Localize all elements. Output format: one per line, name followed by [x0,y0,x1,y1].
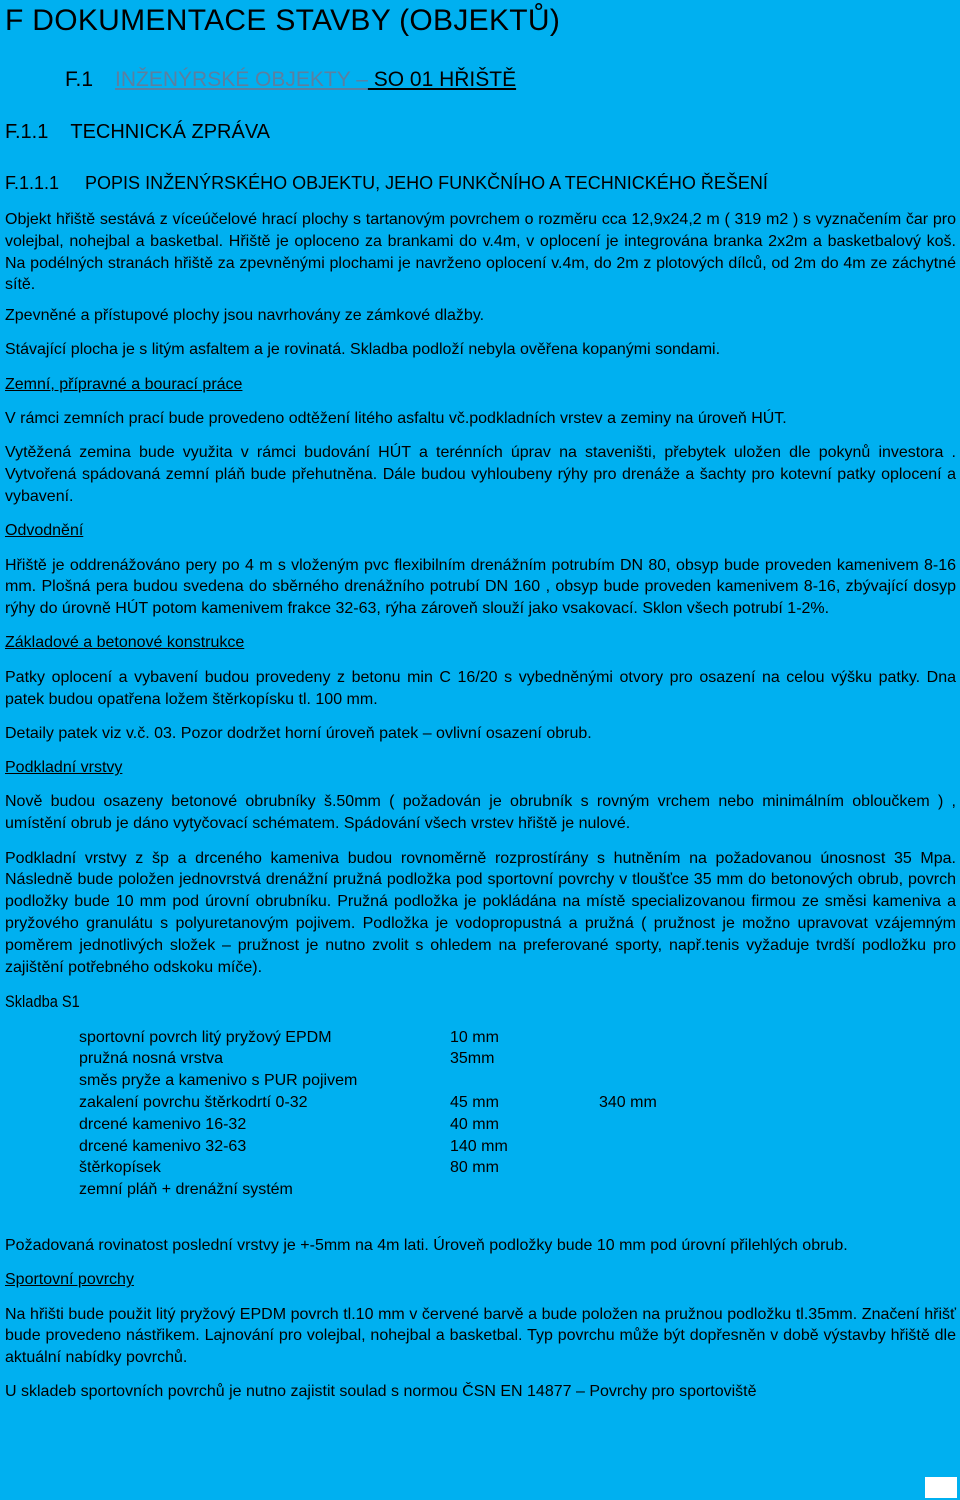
thickness-cell [450,1179,599,1201]
layer-cell: zakalení povrchu štěrkodrtí 0-32 [79,1094,308,1111]
section-number: F.1 [65,68,94,91]
total-cell [599,1136,657,1158]
composition-table [79,1027,657,1201]
earthworks-heading: Zemní, přípravné a bourací práce [5,375,243,393]
thickness-cell: 140 mm [450,1137,508,1155]
table-row [79,1070,657,1092]
table-row [79,1114,657,1136]
thickness-cell: 80 mm [450,1159,499,1177]
subsection-title: TECHNICKÁ ZPRÁVA [70,121,271,143]
section-title-category: INŽENÝRSKÉ OBJEKTY – [115,68,368,91]
layer-cell: pružná nosná vrstva [79,1050,224,1068]
layer-cell: drcené kamenivo 32-63 [79,1137,247,1155]
table-row [79,1048,657,1070]
thickness-cell: 45 mm [450,1094,499,1111]
total-cell [599,1070,657,1092]
total-cell [599,1114,657,1136]
corner-blank-box [925,1477,957,1498]
sport-surfaces-paragraph: Na hřišti bude použit litý pryžový EPDM povrch tl.10 mm v červené barvě a bude položen na pružnou podložku tl.35mm. Značení hřišť bude provedeno nástřikem. Lajnování pro volejbal, nohejbal a basketbal. Typ povrchu může být dopřesněn v době výstavby hřiště dle aktuální nabídky povrchů. [5,1305,956,1367]
layer-cell: drcené kamenivo 16-32 [79,1115,247,1133]
subsubsection-title: POPIS INŽENÝRSKÉHO OBJEKTU, JEHO FUNKČNÍHO A TECHNICKÉHO ŘEŠENÍ [85,173,768,193]
layer-cell: směs pryže a kamenivo s PUR pojivem [79,1072,358,1090]
thickness-cell: 10 mm [450,1028,499,1046]
thickness-cell: 40 mm [450,1115,499,1133]
subsubsection-heading [5,173,768,194]
sport-surfaces-heading: Sportovní povrchy [5,1271,134,1289]
sublayers-paragraph: Nově budou osazeny betonové obrubníky š.50mm ( požadován je obrubník s rovným vrchem nebo minimálním obloučkem ) , umístění obrub je dáno vytyčovací schématem. Spádování všech vrstev hřiště je nulové. [5,793,956,833]
layer-cell: štěrkopísek [79,1159,161,1177]
earthworks-paragraph: Vytěžená zemina bude využita v rámci budování HÚT a terénních úprav na staveništi, přebytek uložen dle pokynů investora . Vytvořená spádovaná zemní pláň bude přehutněna. Dále budou vyhloubeny rýhy pro drenáže a šachty pro kotevní patky oplocení a vybavení. [5,444,956,505]
table-row [79,1157,657,1179]
table-row [79,1136,657,1158]
subsubsection-number: F.1.1.1 [5,173,60,193]
intro-paragraph: Objekt hřiště sestává z víceúčelové hrací plochy s tartanovým povrchem o rozměru cca 12,9x24,2 m ( 319 m2 ) s vyznačením čar pro volejbal, nohejbal a basketbal. Hřiště je oploceno za brankami do v.4m, v oplocení je integrována branka 2x2m a basketbalový koš. Na podélných stranách hřiště za zpevněnými plochami je navrženo oplocení v.4m, do 2m z plotových dílců, od 2m do 4m ze záchytné sítě. [5,211,956,294]
table-row [79,1179,657,1201]
layer-cell: zemní pláň + drenážní systém [79,1181,293,1199]
table-row [79,1027,657,1049]
foundations-paragraph: Patky oplocení a vybavení budou provedeny z betonu min C 16/20 s vybedněnými otvory pro osazení na celou výšku patky. Dna patek budou opatřena ložem štěrkopísku tl. 100 mm. [5,668,956,708]
report-body [5,209,956,1416]
sublayers-heading: Podkladní vrstvy [5,759,123,777]
earthworks-paragraph: V rámci zemních prací bude provedeno odtěžení litého asfaltu vč.podkladních vrstev a zeminy na úroveň HÚT. [5,410,787,428]
flatness-paragraph: Požadovaná rovinatost poslední vrstvy je +-5mm na 4m lati. Úroveň podložky bude 10 mm pod úrovní přilehlých obrub. [5,1236,848,1254]
thickness-cell: 35mm [450,1050,495,1068]
subsection-number: F.1.1 [5,121,49,143]
section-title-object: SO 01 HŘIŠTĚ [367,68,517,91]
composition-title: Skladba S1 [5,991,80,1011]
total-cell [599,1157,657,1179]
total-cell [599,1048,657,1070]
intro-paragraph: Stávající plocha je s litým asfaltem a je rovinatá. Skladba podloží nebyla ověřena kopanými sondami. [5,341,721,359]
chapter-heading: F DOKUMENTACE STAVBY (OBJEKTŮ) [5,4,561,37]
thickness-cell [450,1070,599,1092]
sublayers-paragraph: Podkladní vrstvy z šp a drceného kameniva budou rovnoměrně rozprostírány s hutněním na požadovanou únosnost 35 Mpa. Následně bude položen jednovrstvá drenážní pružná podložka pod sportovní povrchy v tloušťce 35 mm do betonových obrub, povrch podložky bude 10 mm pod úrovní obrubníku. Pružná podložka je pokládána na místě specializovanou firmou ze směsi kameniva a pryžového granulátu s polyuretanovým pojivem. Podložka je vodopropustná a pružná ( pružnost je možno upravovat vzájemným poměrem jednotlivých složek – pružnost je nutno zvolit s ohledem na preferované sporty, např.tenis vyžaduje tvrdší podložku pro zajištění potřebného odskoku míče). [5,849,956,976]
foundations-paragraph: Detaily patek viz v.č. 03. Pozor dodržet horní úroveň patek – ovlivní osazení obrub. [5,724,592,742]
subsection-heading [5,121,270,144]
drainage-heading: Odvodnění [5,522,84,540]
total-cell [599,1027,657,1049]
sport-surfaces-paragraph: U skladeb sportovních povrchů je nutno zajistit soulad s normou ČSN EN 14877 – Povrchy pro sportoviště [5,1383,757,1401]
layer-cell: sportovní povrch litý pryžový EPDM [79,1028,332,1046]
intro-paragraph: Zpevněné a přístupové plochy jsou navrhovány ze zámkové dlažby. [5,307,485,325]
drainage-paragraph: Hřiště je oddrenážováno pery po 4 m s vloženým pvc flexibilním drenážním potrubím DN 80, obsyp bude proveden kamenivem 8-16 mm. Plošná pera budou svedena do sběrného drenážního potrubí DN 160 , obsyp bude proveden kamenivem 8-16, zbývající dosyp rýhy do úrovně HÚT potom kamenivem frakce 32-63, rýha zároveň slouží jako vsakovací. Sklon všech potrubí 1-2%. [5,556,956,618]
section-heading [65,68,516,92]
total-cell [599,1179,657,1201]
table-row [79,1092,657,1114]
total-cell: 340 mm [599,1094,657,1111]
foundations-heading: Základové a betonové konstrukce [5,634,245,652]
